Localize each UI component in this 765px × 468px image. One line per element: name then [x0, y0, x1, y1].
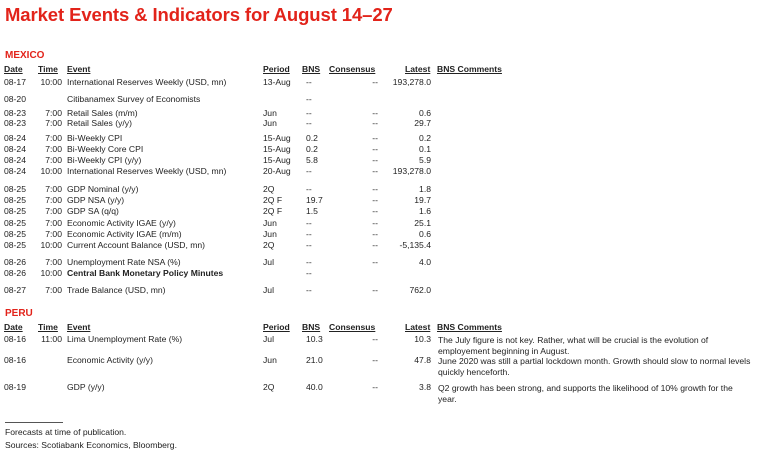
- event-cell: GDP Nominal (y/y): [67, 184, 139, 194]
- bns-cell: 0.2: [306, 144, 318, 154]
- time-cell: 7:00: [45, 133, 62, 143]
- consensus-cell: --: [372, 206, 378, 216]
- bns-cell: --: [306, 285, 312, 295]
- date-cell: 08-25: [4, 240, 26, 250]
- date-cell: 08-20: [4, 94, 26, 104]
- consensus-cell: --: [372, 218, 378, 228]
- date-cell: 08-24: [4, 144, 26, 154]
- period-cell: 2Q: [263, 382, 275, 392]
- period-cell: Jul: [263, 257, 274, 267]
- header-consensus: Consensus: [329, 322, 376, 332]
- latest-cell: 10.3: [414, 334, 431, 344]
- consensus-cell: --: [372, 166, 378, 176]
- header-bns: BNS: [302, 64, 321, 74]
- latest-cell: 193,278.0: [392, 77, 431, 87]
- header-period: Period: [263, 322, 290, 332]
- period-cell: 15-Aug: [263, 155, 291, 165]
- period-cell: Jun: [263, 218, 277, 228]
- time-cell: 10:00: [40, 166, 62, 176]
- bns-cell: 40.0: [306, 382, 323, 392]
- consensus-cell: --: [372, 108, 378, 118]
- section-peru-title: PERU: [5, 308, 33, 319]
- event-cell: Central Bank Monetary Policy Minutes: [67, 268, 224, 278]
- date-cell: 08-17: [4, 77, 26, 87]
- consensus-cell: --: [372, 285, 378, 295]
- header-event: Event: [67, 64, 91, 74]
- period-cell: Jun: [263, 108, 277, 118]
- event-cell: Lima Unemployment Rate (%): [67, 334, 183, 344]
- consensus-cell: --: [372, 144, 378, 154]
- bns-cell: --: [306, 218, 312, 228]
- table-row: [0, 185, 765, 195]
- event-cell: Economic Activity IGAE (y/y): [67, 218, 176, 228]
- page-title: Market Events & Indicators for August 14–27: [5, 4, 393, 25]
- latest-cell: 25.1: [414, 218, 431, 228]
- date-cell: 08-27: [4, 285, 26, 295]
- event-cell: International Reserves Weekly (USD, mn): [67, 77, 227, 87]
- header-date: Date: [4, 64, 23, 74]
- consensus-cell: --: [372, 334, 378, 344]
- latest-cell: 0.1: [419, 144, 431, 154]
- table-row: [0, 134, 765, 144]
- latest-cell: 0.2: [419, 133, 431, 143]
- table-row: [0, 230, 765, 240]
- time-cell: 7:00: [45, 108, 62, 118]
- time-cell: 7:00: [45, 206, 62, 216]
- bns-cell: 10.3: [306, 334, 323, 344]
- date-cell: 08-25: [4, 206, 26, 216]
- event-cell: GDP NSA (y/y): [67, 195, 125, 205]
- period-cell: 20-Aug: [263, 166, 291, 176]
- latest-cell: 1.8: [419, 184, 431, 194]
- time-cell: 7:00: [45, 155, 62, 165]
- date-cell: 08-25: [4, 184, 26, 194]
- event-cell: International Reserves Weekly (USD, mn): [67, 166, 227, 176]
- period-cell: 15-Aug: [263, 133, 291, 143]
- table-row: [0, 78, 765, 88]
- time-cell: 11:00: [41, 334, 62, 344]
- consensus-cell: --: [372, 229, 378, 239]
- date-cell: 08-26: [4, 257, 26, 267]
- latest-cell: -5,135.4: [399, 240, 431, 250]
- event-cell: GDP (y/y): [67, 382, 105, 392]
- date-cell: 08-26: [4, 268, 26, 278]
- period-cell: 13-Aug: [263, 77, 291, 87]
- consensus-cell: --: [372, 184, 378, 194]
- header-comments: BNS Comments: [437, 64, 502, 74]
- table-row: [0, 286, 765, 296]
- header-period: Period: [263, 64, 290, 74]
- bns-cell: --: [306, 77, 312, 87]
- comment-cell: The July figure is not key. Rather, what will be crucial is the evolution of employement beginning in August.: [438, 335, 709, 356]
- time-cell: 10:00: [40, 268, 62, 278]
- table-row: [0, 145, 765, 155]
- footnote-sources: Sources: Scotiabank Economics, Bloomberg.: [5, 440, 177, 450]
- date-cell: 08-24: [4, 155, 26, 165]
- latest-cell: 0.6: [419, 108, 431, 118]
- date-cell: 08-19: [4, 382, 26, 392]
- event-cell: Bi-Weekly CPI (y/y): [67, 155, 142, 165]
- period-cell: Jul: [263, 334, 274, 344]
- event-cell: Current Account Balance (USD, mn): [67, 240, 206, 250]
- table-row: [0, 167, 765, 177]
- table-row: [0, 269, 765, 279]
- consensus-cell: --: [372, 382, 378, 392]
- footnote-divider: [5, 422, 63, 423]
- time-cell: 7:00: [45, 144, 62, 154]
- header-latest: Latest: [405, 64, 431, 74]
- comment-cell: Q2 growth has been strong, and supports the likelihood of 10% growth for the year.: [438, 383, 733, 404]
- header-bns: BNS: [302, 322, 321, 332]
- event-cell: Bi-Weekly Core CPI: [67, 144, 144, 154]
- consensus-cell: --: [372, 240, 378, 250]
- date-cell: 08-16: [4, 355, 26, 365]
- event-cell: Bi-Weekly CPI: [67, 133, 123, 143]
- bns-cell: --: [306, 184, 312, 194]
- time-cell: 7:00: [45, 218, 62, 228]
- latest-cell: 4.0: [419, 257, 431, 267]
- table-row: [0, 207, 765, 217]
- bns-cell: --: [306, 229, 312, 239]
- latest-cell: 193,278.0: [392, 166, 431, 176]
- event-cell: Economic Activity IGAE (m/m): [67, 229, 182, 239]
- header-time: Time: [38, 322, 58, 332]
- header-time: Time: [38, 64, 58, 74]
- consensus-cell: --: [372, 257, 378, 267]
- header-event: Event: [67, 322, 91, 332]
- event-cell: Economic Activity (y/y): [67, 355, 153, 365]
- event-cell: Unemployment Rate NSA (%): [67, 257, 181, 267]
- period-cell: 2Q: [263, 240, 275, 250]
- time-cell: 7:00: [45, 118, 62, 128]
- time-cell: 7:00: [45, 229, 62, 239]
- event-cell: Trade Balance (USD, mn): [67, 285, 166, 295]
- date-cell: 08-25: [4, 218, 26, 228]
- latest-cell: 47.8: [414, 355, 431, 365]
- footnote-forecasts: Forecasts at time of publication.: [5, 427, 127, 437]
- latest-cell: 0.6: [419, 229, 431, 239]
- table-row: [0, 219, 765, 229]
- time-cell: 10:00: [40, 77, 62, 87]
- table-row: [0, 241, 765, 251]
- date-cell: 08-16: [4, 334, 26, 344]
- table-row: [0, 258, 765, 268]
- header-date: Date: [4, 322, 23, 332]
- date-cell: 08-24: [4, 133, 26, 143]
- period-cell: Jul: [263, 285, 274, 295]
- latest-cell: 29.7: [414, 118, 431, 128]
- period-cell: 2Q F: [263, 206, 283, 216]
- period-cell: Jun: [263, 229, 277, 239]
- date-cell: 08-25: [4, 229, 26, 239]
- period-cell: 15-Aug: [263, 144, 291, 154]
- date-cell: 08-25: [4, 195, 26, 205]
- time-cell: 7:00: [45, 184, 62, 194]
- event-cell: Citibanamex Survey of Economists: [67, 94, 201, 104]
- period-cell: 2Q: [263, 184, 275, 194]
- consensus-cell: --: [372, 195, 378, 205]
- latest-cell: 762.0: [409, 285, 431, 295]
- latest-cell: 1.6: [419, 206, 431, 216]
- bns-cell: --: [306, 257, 312, 267]
- consensus-cell: --: [372, 355, 378, 365]
- event-cell: Retail Sales (m/m): [67, 108, 138, 118]
- time-cell: 7:00: [45, 257, 62, 267]
- consensus-cell: --: [372, 77, 378, 87]
- header-comments: BNS Comments: [437, 322, 502, 332]
- bns-cell: --: [306, 118, 312, 128]
- consensus-cell: --: [372, 133, 378, 143]
- time-cell: 7:00: [45, 285, 62, 295]
- event-cell: GDP SA (q/q): [67, 206, 119, 216]
- table-row: [0, 196, 765, 206]
- consensus-cell: --: [372, 155, 378, 165]
- bns-cell: 19.7: [306, 195, 323, 205]
- table-row: [0, 119, 765, 129]
- header-latest: Latest: [405, 322, 431, 332]
- table-row: [0, 95, 765, 105]
- time-cell: 10:00: [40, 240, 62, 250]
- period-cell: 2Q F: [263, 195, 283, 205]
- date-cell: 08-24: [4, 166, 26, 176]
- bns-cell: --: [306, 268, 312, 278]
- consensus-cell: --: [372, 118, 378, 128]
- comment-cell: June 2020 was still a partial lockdown month. Growth should slow to normal levels quickly henceforth.: [438, 356, 751, 377]
- bns-cell: 21.0: [306, 355, 323, 365]
- date-cell: 08-23: [4, 118, 26, 128]
- bns-cell: 1.5: [306, 206, 318, 216]
- bns-cell: 5.8: [306, 155, 318, 165]
- period-cell: Jun: [263, 118, 277, 128]
- section-mexico-title: MEXICO: [5, 50, 45, 61]
- latest-cell: 19.7: [414, 195, 431, 205]
- event-cell: Retail Sales (y/y): [67, 118, 132, 128]
- date-cell: 08-23: [4, 108, 26, 118]
- bns-cell: --: [306, 240, 312, 250]
- period-cell: Jun: [263, 355, 277, 365]
- latest-cell: 5.9: [419, 155, 431, 165]
- table-row: [0, 156, 765, 166]
- bns-cell: --: [306, 166, 312, 176]
- header-consensus: Consensus: [329, 64, 376, 74]
- latest-cell: 3.8: [419, 382, 431, 392]
- bns-cell: 0.2: [306, 133, 318, 143]
- bns-cell: --: [306, 108, 312, 118]
- time-cell: 7:00: [45, 195, 62, 205]
- bns-cell: --: [306, 94, 312, 104]
